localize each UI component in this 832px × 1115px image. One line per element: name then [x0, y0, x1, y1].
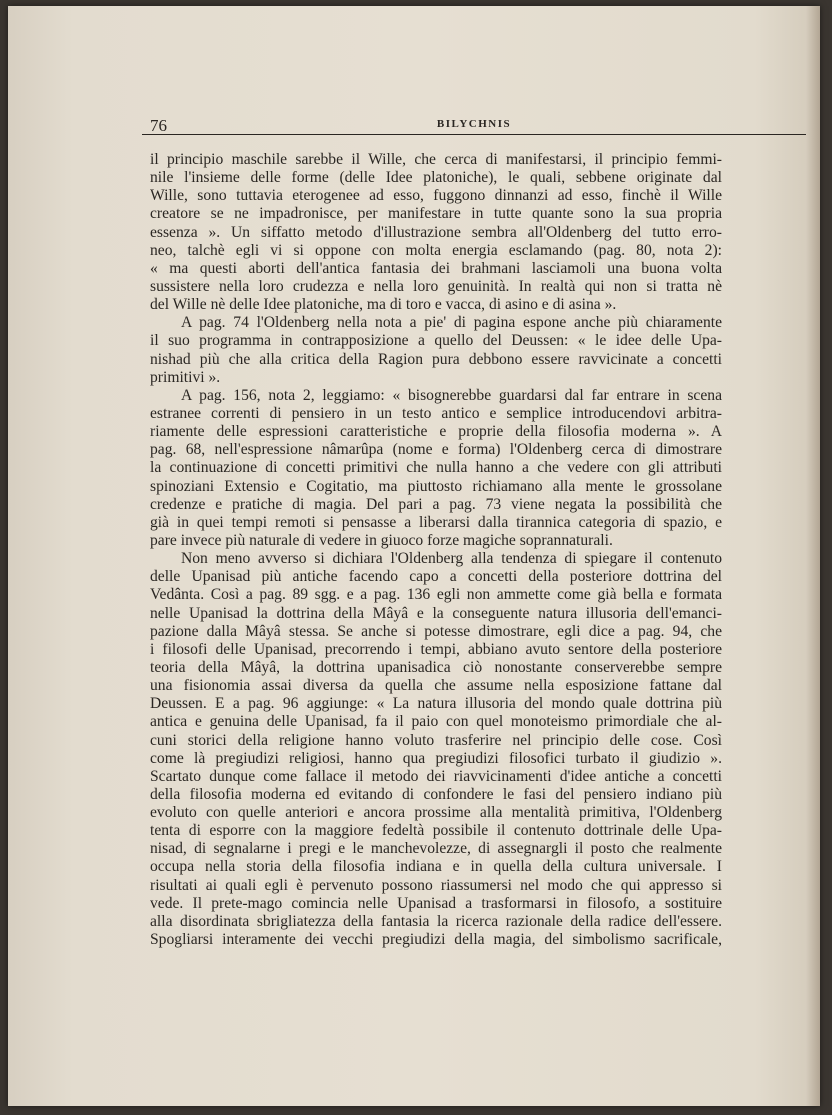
running-head: BILYCHNIS	[436, 118, 512, 130]
text-line: evoluto con quelle anteriori e ancora prossime alla mentalità primitiva, l'Oldenberg	[150, 804, 722, 822]
text-line: Wille, sono tuttavia eterogenee ad esso, fuggono dinnanzi ad esso, finchè il Wille	[150, 187, 722, 205]
text-line: credenze e pratiche di magia. Del pari a pag. 73 viene negata la possibilità che	[150, 495, 722, 513]
text-line: della filosofia moderna ed evitando di confondere le fasi del pensiero indiano più	[150, 785, 722, 803]
text-line: riamente delle espressioni caratteristiche e proprie della filosofia moderna ». A	[150, 423, 722, 441]
text-line: sussistere nella loro crudezza e nella loro genuinità. In realtà qui non si tratta nè	[150, 277, 722, 295]
text-line: A pag. 74 l'Oldenberg nella nota a pie' di pagina espone anche più chiaramente	[181, 314, 722, 332]
text-line: pare invece più naturale di vedere in giuoco forze magiche soprannaturali.	[150, 531, 613, 549]
text-line: vede. Il prete-mago comincia nelle Upanisad a trasformarsi in filosofo, a sostituire	[150, 894, 722, 912]
text-line: i filosofi delle Upanisad, precorrendo i tempi, abbiano avuto sentore della posteriore	[150, 640, 722, 658]
page-header	[142, 114, 806, 135]
text-line: Deussen. E a pag. 96 aggiunge: « La natura illusoria del mondo quale dottrina più	[150, 695, 722, 713]
text-line: « ma questi aborti dell'antica fantasia dei brahmani lasciamoli una buona volta	[150, 259, 722, 277]
text-line: teoria della Mâyâ, la dottrina upanisadica ciò nonostante conserverebbe sempre	[150, 658, 722, 676]
text-line: la continuazione di concetti primitivi che nulla hanno a che vedere con gli attributi	[150, 459, 722, 477]
text-line: una fisionomia assai diversa da quella che assume nella esposizione fattane dal	[150, 677, 722, 695]
text-line: spinoziani Extensio e Cogitatio, ma piuttosto richiamano alla mente le grossolane	[150, 477, 722, 495]
text-line: delle Upanisad più antiche facendo capo a concetti della posteriore dottrina del	[150, 568, 722, 586]
text-line: del Wille nè delle Idee platoniche, ma di toro e vacca, di asino e di asina ».	[150, 296, 617, 314]
text-line: cuni storici della religione hanno voluto trasferire nel principio delle cose. Così	[150, 731, 722, 749]
text-line: alla disordinata sbrigliatezza della fantasia la ricerca razionale della radice dell'essere.	[150, 912, 722, 930]
text-line: antica e genuina delle Upanisad, fa il paio con quel monoteismo primordiale che al-	[150, 713, 722, 731]
text-line: Vedânta. Così a pag. 89 sgg. e a pag. 136 egli non ammette come già bella e formata	[150, 586, 722, 604]
text-line: estranee correnti di pensiero in un testo antico e semplice introducendovi arbitra-	[150, 404, 722, 422]
page-number: 76	[150, 116, 167, 135]
text-line: tenta di esporre con la maggiore fedeltà possibile il contenuto dottrinale delle Upa-	[150, 822, 722, 840]
text-line: come là pregiudizi religiosi, hanno qua pregiudizi filosofici turbato il giudizio ».	[150, 749, 722, 767]
text-line: Non meno avverso si dichiara l'Oldenberg alla tendenza di spiegare il contenuto	[181, 550, 722, 568]
text-line: pag. 68, nell'espressione nâmarûpa (nome e forma) l'Oldenberg cerca di dimostrare	[150, 441, 722, 459]
text-line: nisad, di segnalarne i pregi e le manchevolezze, di assegnargli il posto che realmente	[150, 840, 722, 858]
page-edge-shadow	[806, 6, 820, 1106]
text-line: nelle Upanisad la dottrina della Mâyâ e la conseguente natura illusoria dell'emanci-	[150, 604, 722, 622]
body-text	[150, 151, 722, 949]
text-line: nishad più che alla critica della Ragion pura debbono essere ravvicinate a concetti	[150, 350, 722, 368]
text-line: il suo programma in contrapposizione a quello del Deussen: « le idee delle Upa-	[150, 332, 722, 350]
text-line: occupa nella storia della filosofia indiana e in quella della cultura universale. I	[150, 858, 722, 876]
text-line: Spogliarsi interamente dei vecchi pregiudizi della magia, del simbolismo sacrificale,	[150, 931, 722, 949]
text-line: neo, talchè egli vi si oppone con molta energia esclamando (pag. 80, nota 2):	[150, 241, 722, 259]
text-line: risultati ai quali egli è pervenuto possono riassumersi nel modo che qui appresso si	[150, 876, 722, 894]
text-line: già in quei tempi remoti si pensasse a liberarsi dalla tirannica categoria di spazio, e	[150, 513, 722, 531]
text-line: nile l'insieme delle forme (delle Idee platoniche), le quali, sebbene originate dal	[150, 169, 722, 187]
text-line: Scartato dunque come fallace il metodo dei riavvicinamenti d'idee antiche a concetti	[150, 767, 722, 785]
text-line: primitivi ».	[150, 368, 221, 386]
text-line: essenza ». Un siffatto metodo d'illustrazione sembra all'Oldenberg del tutto erro-	[150, 223, 722, 241]
text-line: creatore se ne impadronisce, per manifestare in tutte quante sono la sua propria	[150, 205, 722, 223]
text-line: A pag. 156, nota 2, leggiamo: « bisognerebbe guardarsi dal far entrare in scena	[181, 386, 722, 404]
text-line: pazione dalla Mâyâ stessa. Se anche si potesse dimostrare, egli dice a pag. 94, che	[150, 622, 722, 640]
text-line: il principio maschile sarebbe il Wille, che cerca di manifestarsi, il principio femmi-	[150, 151, 722, 168]
